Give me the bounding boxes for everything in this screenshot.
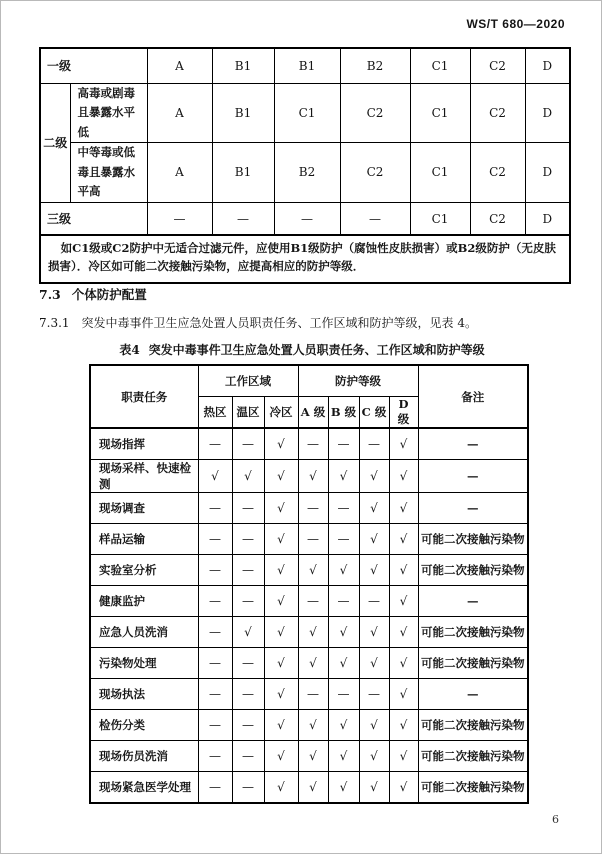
value-cell: — xyxy=(328,428,359,460)
value-cell: B1 xyxy=(212,48,274,83)
remark-cell: 可能二次接触污染物 xyxy=(418,617,528,648)
value-cell: — xyxy=(198,772,232,804)
task-cell: 检伤分类 xyxy=(90,710,198,741)
remark-cell: — xyxy=(418,586,528,617)
value-cell: √ xyxy=(328,617,359,648)
value-cell: C1 xyxy=(410,83,470,143)
value-cell: — xyxy=(198,586,232,617)
value-cell: — xyxy=(359,428,389,460)
table4-caption xyxy=(1,341,602,358)
table4-duties-zones-levels xyxy=(89,364,529,804)
value-cell: — xyxy=(232,741,264,772)
value-cell: — xyxy=(232,428,264,460)
task-cell: 现场采样、快速检测 xyxy=(90,460,198,493)
value-cell: — xyxy=(212,202,274,235)
value-cell: — xyxy=(198,493,232,524)
value-cell: √ xyxy=(389,493,418,524)
value-cell: C1 xyxy=(410,143,470,203)
page-number: 6 xyxy=(552,813,559,826)
value-cell: — xyxy=(274,202,340,235)
section-heading-7-3 xyxy=(39,285,147,303)
value-cell: √ xyxy=(264,586,298,617)
level-1-label: 一级 xyxy=(40,48,147,83)
task-cell: 现场调查 xyxy=(90,493,198,524)
value-cell: √ xyxy=(359,460,389,493)
value-cell: √ xyxy=(328,648,359,679)
value-cell: C2 xyxy=(470,48,525,83)
value-cell: — xyxy=(232,586,264,617)
value-cell: √ xyxy=(359,555,389,586)
value-cell: √ xyxy=(389,648,418,679)
value-cell: — xyxy=(232,772,264,804)
value-cell: — xyxy=(359,679,389,710)
value-cell: √ xyxy=(264,493,298,524)
value-cell: √ xyxy=(264,524,298,555)
value-cell: — xyxy=(147,202,212,235)
value-cell: C2 xyxy=(340,143,410,203)
value-cell: B2 xyxy=(340,48,410,83)
value-cell: √ xyxy=(359,524,389,555)
value-cell: — xyxy=(198,679,232,710)
task-cell: 现场执法 xyxy=(90,679,198,710)
header-warm-zone: 温区 xyxy=(232,397,264,429)
table4-title: 突发中毒事件卫生应急处置人员职责任务、工作区域和防护等级 xyxy=(148,343,485,357)
value-cell: D xyxy=(525,143,570,203)
value-cell: √ xyxy=(298,555,328,586)
value-cell: — xyxy=(198,741,232,772)
value-cell: √ xyxy=(298,710,328,741)
header-hot-zone: 热区 xyxy=(198,397,232,429)
value-cell: √ xyxy=(264,741,298,772)
value-cell: C2 xyxy=(470,202,525,235)
value-cell: A xyxy=(147,83,212,143)
value-cell: √ xyxy=(359,741,389,772)
protection-level-table xyxy=(39,47,571,284)
value-cell: √ xyxy=(328,741,359,772)
value-cell: — xyxy=(298,586,328,617)
value-cell: C1 xyxy=(274,83,340,143)
value-cell: √ xyxy=(328,460,359,493)
value-cell: D xyxy=(525,202,570,235)
value-cell: √ xyxy=(328,555,359,586)
value-cell: C2 xyxy=(340,83,410,143)
header-remark: 备注 xyxy=(418,365,528,428)
value-cell: — xyxy=(198,710,232,741)
level-2-label: 二级 xyxy=(40,83,70,202)
value-cell: √ xyxy=(264,555,298,586)
value-cell: — xyxy=(298,679,328,710)
value-cell: √ xyxy=(389,772,418,804)
task-cell: 现场紧急医学处理 xyxy=(90,772,198,804)
value-cell: — xyxy=(232,524,264,555)
task-cell: 现场指挥 xyxy=(90,428,198,460)
header-level-b: B 级 xyxy=(328,397,359,429)
remark-cell: — xyxy=(418,460,528,493)
header-cold-zone: 冷区 xyxy=(264,397,298,429)
value-cell: √ xyxy=(389,710,418,741)
value-cell: √ xyxy=(298,460,328,493)
header-work-area: 工作区域 xyxy=(198,365,298,397)
value-cell: √ xyxy=(298,617,328,648)
document-code: WS/T 680—2020 xyxy=(466,17,565,31)
header-level-c: C 级 xyxy=(359,397,389,429)
value-cell: B1 xyxy=(212,143,274,203)
value-cell: √ xyxy=(359,772,389,804)
header-protection-level: 防护等级 xyxy=(298,365,418,397)
value-cell: A xyxy=(147,143,212,203)
value-cell: — xyxy=(198,555,232,586)
remark-cell: 可能二次接触污染物 xyxy=(418,648,528,679)
value-cell: √ xyxy=(264,648,298,679)
value-cell: — xyxy=(328,586,359,617)
section-number: 7.3 xyxy=(39,287,61,302)
paragraph-text: 突发中毒事件卫生应急处置人员职责任务、工作区域和防护等级，见表 4。 xyxy=(81,316,477,330)
value-cell: √ xyxy=(264,710,298,741)
value-cell: — xyxy=(232,648,264,679)
task-cell: 现场伤员洗消 xyxy=(90,741,198,772)
task-cell: 实验室分析 xyxy=(90,555,198,586)
value-cell: √ xyxy=(298,648,328,679)
value-cell: — xyxy=(328,493,359,524)
value-cell: √ xyxy=(198,460,232,493)
value-cell: — xyxy=(340,202,410,235)
value-cell: — xyxy=(328,524,359,555)
value-cell: — xyxy=(298,524,328,555)
value-cell: √ xyxy=(389,460,418,493)
value-cell: C2 xyxy=(470,143,525,203)
value-cell: D xyxy=(525,48,570,83)
value-cell: √ xyxy=(389,524,418,555)
value-cell: √ xyxy=(328,710,359,741)
task-cell: 样品运输 xyxy=(90,524,198,555)
value-cell: — xyxy=(232,493,264,524)
value-cell: √ xyxy=(264,460,298,493)
value-cell: — xyxy=(232,679,264,710)
value-cell: √ xyxy=(389,586,418,617)
paragraph-number: 7.3.1 xyxy=(39,316,70,330)
task-cell: 健康监护 xyxy=(90,586,198,617)
value-cell: √ xyxy=(298,772,328,804)
table4-label: 表4 xyxy=(119,343,140,357)
condition-cell: 高毒或剧毒且暴露水平低 xyxy=(70,83,147,143)
value-cell: — xyxy=(298,493,328,524)
value-cell: √ xyxy=(298,741,328,772)
value-cell: — xyxy=(232,555,264,586)
remark-cell: 可能二次接触污染物 xyxy=(418,524,528,555)
value-cell: B1 xyxy=(212,83,274,143)
value-cell: C1 xyxy=(410,48,470,83)
value-cell: √ xyxy=(389,617,418,648)
paragraph-7-3-1 xyxy=(39,314,477,331)
task-cell: 应急人员洗消 xyxy=(90,617,198,648)
value-cell: √ xyxy=(389,741,418,772)
value-cell: — xyxy=(298,428,328,460)
task-cell: 污染物处理 xyxy=(90,648,198,679)
remark-cell: 可能二次接触污染物 xyxy=(418,741,528,772)
value-cell: — xyxy=(198,428,232,460)
value-cell: — xyxy=(232,710,264,741)
value-cell: C2 xyxy=(470,83,525,143)
value-cell: — xyxy=(198,617,232,648)
header-level-a: A 级 xyxy=(298,397,328,429)
value-cell: √ xyxy=(359,710,389,741)
value-cell: B2 xyxy=(274,143,340,203)
remark-cell: — xyxy=(418,679,528,710)
value-cell: √ xyxy=(389,679,418,710)
value-cell: B1 xyxy=(274,48,340,83)
header-task: 职责任务 xyxy=(90,365,198,428)
remark-cell: 可能二次接触污染物 xyxy=(418,772,528,804)
value-cell: √ xyxy=(328,772,359,804)
table-note: 如C1级或C2防护中无适合过滤元件，应使用B1级防护（腐蚀性皮肤损害）或B2级防护（无皮肤损害）．冷区如可能二次接触污染物，应提高相应的防护等级． xyxy=(40,235,570,283)
value-cell: √ xyxy=(264,428,298,460)
header-level-d: D 级 xyxy=(389,397,418,429)
value-cell: √ xyxy=(264,679,298,710)
value-cell: √ xyxy=(359,493,389,524)
value-cell: √ xyxy=(264,772,298,804)
value-cell: √ xyxy=(389,428,418,460)
section-title: 个体防护配置 xyxy=(71,287,147,302)
remark-cell: 可能二次接触污染物 xyxy=(418,710,528,741)
value-cell: — xyxy=(198,648,232,679)
value-cell: — xyxy=(198,524,232,555)
condition-cell: 中等毒或低毒且暴露水平高 xyxy=(70,143,147,203)
value-cell: √ xyxy=(389,555,418,586)
value-cell: C1 xyxy=(410,202,470,235)
value-cell: D xyxy=(525,83,570,143)
remark-cell: — xyxy=(418,493,528,524)
level-3-label: 三级 xyxy=(40,202,147,235)
value-cell: — xyxy=(328,679,359,710)
value-cell: √ xyxy=(264,617,298,648)
value-cell: √ xyxy=(232,460,264,493)
remark-cell: — xyxy=(418,428,528,460)
remark-cell: 可能二次接触污染物 xyxy=(418,555,528,586)
value-cell: √ xyxy=(359,648,389,679)
value-cell: — xyxy=(359,586,389,617)
value-cell: A xyxy=(147,48,212,83)
value-cell: √ xyxy=(359,617,389,648)
value-cell: √ xyxy=(232,617,264,648)
